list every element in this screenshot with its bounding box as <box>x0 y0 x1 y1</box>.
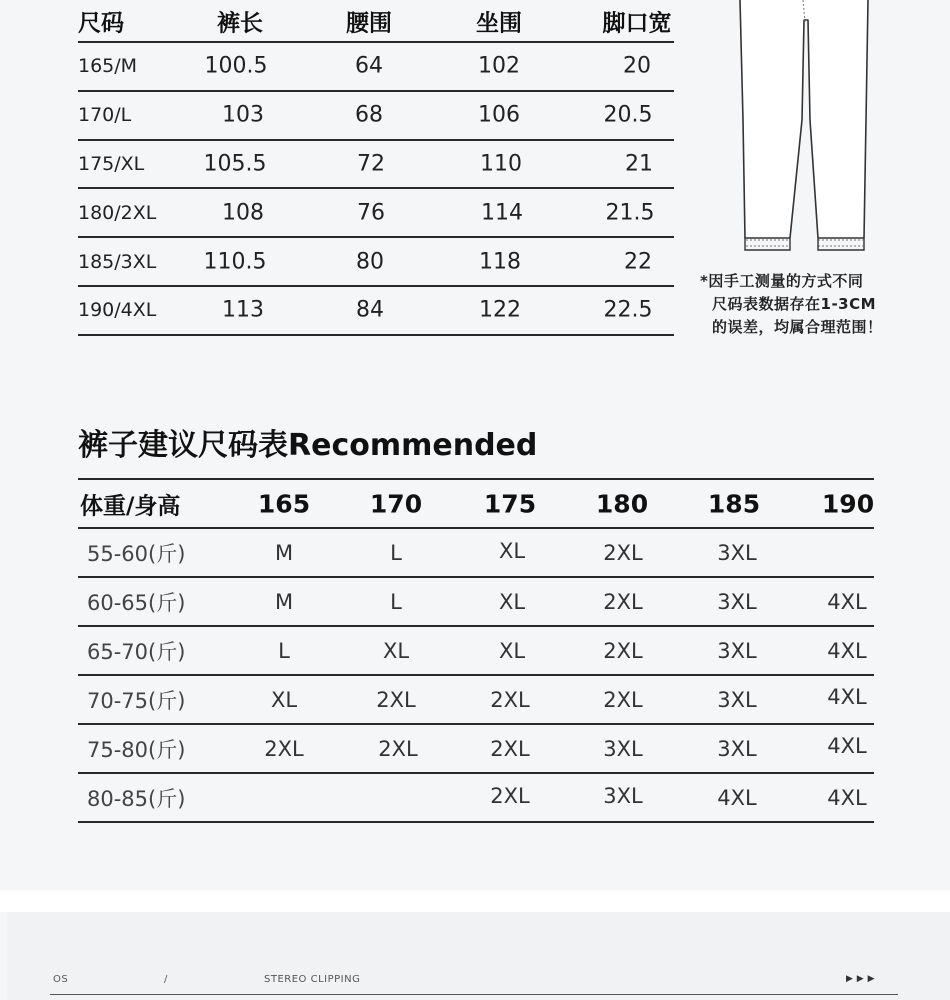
cell-size: 3XL <box>717 687 757 712</box>
cell-weight: 65-70(斤) <box>87 639 186 664</box>
cell-size: 2XL <box>490 736 530 761</box>
section-divider-band <box>0 890 950 912</box>
note-line: 尺码表数据存在1-3CM <box>712 295 877 313</box>
cell-size: XL <box>498 589 526 614</box>
table-row <box>78 141 674 190</box>
cell-hip: 122 <box>479 297 521 323</box>
cell-size: 3XL <box>603 736 643 761</box>
cell-hip: 114 <box>481 200 523 226</box>
measurement-note <box>700 270 883 339</box>
size-table-header <box>78 0 674 43</box>
cell-size: 4XL <box>827 638 867 663</box>
table-row <box>78 529 874 578</box>
footer-label-left: OS <box>53 974 69 985</box>
header-weight-height: 体重/身高 <box>80 493 181 519</box>
header-height: 190 <box>821 489 875 518</box>
cell-size: 3XL <box>717 540 757 565</box>
header-height: 180 <box>595 489 649 518</box>
header-height: 175 <box>483 489 537 518</box>
header-size: 尺码 <box>78 10 124 36</box>
recommended-table <box>78 478 874 823</box>
cell-size: 165/M <box>78 55 138 78</box>
header-height: 170 <box>369 489 423 518</box>
cell-weight: 55-60(斤) <box>87 541 186 566</box>
cell-waist: 76 <box>357 200 385 226</box>
footer-slash: / <box>164 974 168 985</box>
cell-waist: 80 <box>356 249 384 275</box>
cell-hem: 22.5 <box>603 297 653 323</box>
cell-size: 170/L <box>78 104 132 127</box>
cell-hem: 22 <box>624 249 652 275</box>
size-table <box>78 0 674 336</box>
cell-length: 110.5 <box>203 249 267 275</box>
cell-size: 3XL <box>717 638 757 663</box>
cell-waist: 68 <box>355 102 383 128</box>
footer-card <box>7 912 950 1000</box>
cell-size: 4XL <box>827 785 867 810</box>
table-row <box>78 43 674 92</box>
cell-size: 2XL <box>603 638 643 663</box>
cell-hip: 118 <box>479 249 521 275</box>
cell-size: 4XL <box>827 685 867 710</box>
header-height: 185 <box>707 489 761 518</box>
cell-size: XL <box>382 638 410 663</box>
cell-length: 108 <box>222 200 264 226</box>
cell-hip: 102 <box>478 53 520 79</box>
header-hem: 脚口宽 <box>602 10 672 36</box>
note-line: 的误差，均属合理范围！ <box>712 318 883 336</box>
header-hip: 坐围 <box>476 10 522 36</box>
pants-illustration <box>730 0 880 260</box>
cell-weight: 75-80(斤) <box>87 737 186 762</box>
cell-size: 2XL <box>490 687 530 712</box>
cell-weight: 60-65(斤) <box>87 590 186 615</box>
table-row <box>78 627 874 676</box>
cell-size: 180/2XL <box>78 201 157 224</box>
cell-size: 3XL <box>717 736 757 761</box>
cell-size: 4XL <box>717 785 757 810</box>
cell-size: 185/3XL <box>78 250 157 273</box>
cell-length: 105.5 <box>203 151 267 177</box>
note-line: *因手工测量的方式不同 <box>700 272 864 290</box>
cell-length: 113 <box>222 297 264 323</box>
cell-size: 2XL <box>603 540 643 565</box>
header-waist: 腰围 <box>346 10 392 36</box>
cell-waist: 84 <box>356 297 384 323</box>
cell-size: 2XL <box>603 687 643 712</box>
cell-size: L <box>390 540 402 565</box>
cell-hip: 110 <box>480 151 522 177</box>
recommended-title: 裤子建议尺码表Recommended <box>78 428 538 463</box>
recommended-header <box>78 480 874 529</box>
table-row <box>78 578 874 627</box>
cell-size: XL <box>498 638 526 663</box>
cell-size: 2XL <box>376 687 416 712</box>
cell-size: M <box>274 589 294 614</box>
cell-waist: 64 <box>355 53 383 79</box>
footer-rule <box>50 994 898 995</box>
table-row <box>78 676 874 725</box>
cell-size: 3XL <box>603 784 643 809</box>
cell-size: 2XL <box>264 736 304 761</box>
cell-size: 3XL <box>717 589 757 614</box>
header-height: 165 <box>257 489 311 518</box>
cell-size: XL <box>498 539 526 564</box>
cell-length: 103 <box>222 102 264 128</box>
cell-size: XL <box>270 687 298 712</box>
cell-size: 4XL <box>827 589 867 614</box>
arrows-icon: ▶ ▶ ▶ <box>846 974 875 984</box>
header-length: 裤长 <box>217 10 263 36</box>
cell-hip: 106 <box>478 102 520 128</box>
footer-label-center: STEREO CLIPPING <box>264 974 361 985</box>
cell-size: 2XL <box>378 736 418 761</box>
table-row <box>78 774 874 823</box>
cell-size: L <box>278 638 290 663</box>
table-row <box>78 287 674 336</box>
table-row <box>78 189 674 238</box>
cell-size: 2XL <box>603 589 643 614</box>
cell-hem: 20 <box>623 53 651 79</box>
cell-hem: 21 <box>625 151 653 177</box>
table-row <box>78 92 674 141</box>
cell-size: 190/4XL <box>78 299 157 322</box>
cell-length: 100.5 <box>204 53 268 79</box>
table-row <box>78 725 874 774</box>
cell-weight: 70-75(斤) <box>87 688 186 713</box>
cell-waist: 72 <box>357 151 385 177</box>
cell-weight: 80-85(斤) <box>87 786 186 811</box>
table-row <box>78 238 674 287</box>
cell-size: 175/XL <box>78 152 145 175</box>
cell-size: 4XL <box>827 734 867 759</box>
cell-size: M <box>274 540 294 565</box>
cell-size: 2XL <box>490 784 530 809</box>
cell-hem: 21.5 <box>605 200 655 226</box>
cell-hem: 20.5 <box>603 102 653 128</box>
cell-size: L <box>390 589 402 614</box>
